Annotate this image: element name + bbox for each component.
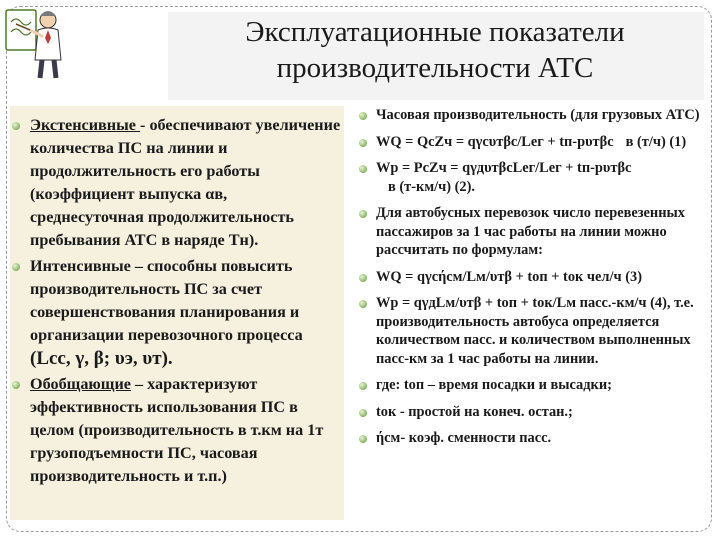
- list-item-shift-coefficient: [352, 429, 706, 448]
- formula-4-text: Wр = qγдLм/υтβ + tоп + tок/Lм пасс.-км/ч (4), т.е. производительность автобуса определяется количеством пасс. и количеством выполненных пасс-км за 1 час работы на линии.: [376, 295, 694, 367]
- formula-3-text: WQ = qγсήсм/Lм/υтβ + tоп + tок чел/ч (3): [376, 268, 642, 285]
- left-bullet-list: [10, 106, 344, 488]
- list-item-generalizing: [10, 373, 344, 488]
- bullet-icon: [359, 409, 367, 417]
- list-item-formula-4: [352, 294, 706, 368]
- right-column: [352, 106, 706, 520]
- bus-intro-text: Для автобусных перевозок число перевезенных пассажиров за 1 час работы на линии можно рассчитать по формулам:: [376, 205, 685, 258]
- bullet-icon: [359, 435, 367, 443]
- right-bullet-list: [352, 106, 706, 448]
- bullet-icon: [359, 300, 367, 308]
- teacher-with-pointer-icon: [2, 2, 72, 82]
- bullet-icon: [12, 122, 20, 130]
- tok-definition-text: tок - простой на конеч. остан.;: [376, 403, 573, 420]
- formula-2-text: Wр = PсZч = qγдυтβсLег/Lег + tп-рυтβс: [376, 160, 632, 176]
- bullet-icon: [359, 165, 367, 173]
- bullet-icon: [12, 381, 20, 389]
- list-item-formula-1: [352, 133, 706, 152]
- list-item-hourly-productivity: [352, 106, 706, 125]
- list-item-top-definition: [352, 376, 706, 395]
- top-definition-text: где: tоп – время посадки и высадки;: [376, 377, 612, 393]
- formula-2-unit: в (т-км/ч) (2).: [388, 178, 475, 195]
- bullet-icon: [359, 382, 367, 390]
- list-item-intensive: [10, 255, 344, 370]
- list-item-bus-intro: [352, 204, 706, 260]
- list-item-tok-definition: [352, 403, 706, 422]
- bullet-icon: [359, 210, 367, 218]
- extensive-description: - обеспечивают увеличение количества ПС на линии и продолжительность его работы (коэффициент выпуска αв, среднесуточная продолжительность пребывания АТС в наряде Тн).: [30, 116, 341, 249]
- bullet-icon: [359, 274, 367, 282]
- left-column: [10, 106, 344, 520]
- slide-title: [150, 14, 720, 86]
- term-extensive: Экстенсивные: [30, 116, 141, 134]
- bullet-icon: [12, 263, 20, 271]
- list-item-formula-2: [352, 159, 706, 196]
- intensive-description: Интенсивные – способны повысить производительность ПС за счет совершенствования планирования и организации перевозочного процесса: [30, 257, 303, 344]
- intensive-formula: (Lсс, γ, β; υэ, υт).: [30, 348, 173, 369]
- formula-1-unit: в (т/ч) (1): [625, 133, 687, 150]
- bullet-icon: [359, 139, 367, 147]
- hourly-productivity-text: Часовая производительность (для грузовых АТС): [376, 107, 700, 123]
- title-line-2: производительности АТС: [276, 52, 594, 84]
- formula-1-text: WQ = QсZч = qγсυтβс/Lег + tп-рυтβс: [376, 133, 614, 150]
- list-item-extensive: [10, 114, 344, 252]
- bullet-icon: [359, 112, 367, 120]
- term-generalizing: Обобщающие: [30, 375, 131, 393]
- shift-coefficient-text: ήсм- коэф. сменности пасс.: [376, 430, 552, 446]
- generalizing-description: – характеризуют эффективность использования ПС в целом (производительность в т.км на 1т грузоподъемности ПС, часовая производительность и т.п.): [30, 375, 324, 485]
- list-item-formula-3: [352, 268, 706, 287]
- title-line-1: Эксплуатационные показатели: [245, 16, 625, 48]
